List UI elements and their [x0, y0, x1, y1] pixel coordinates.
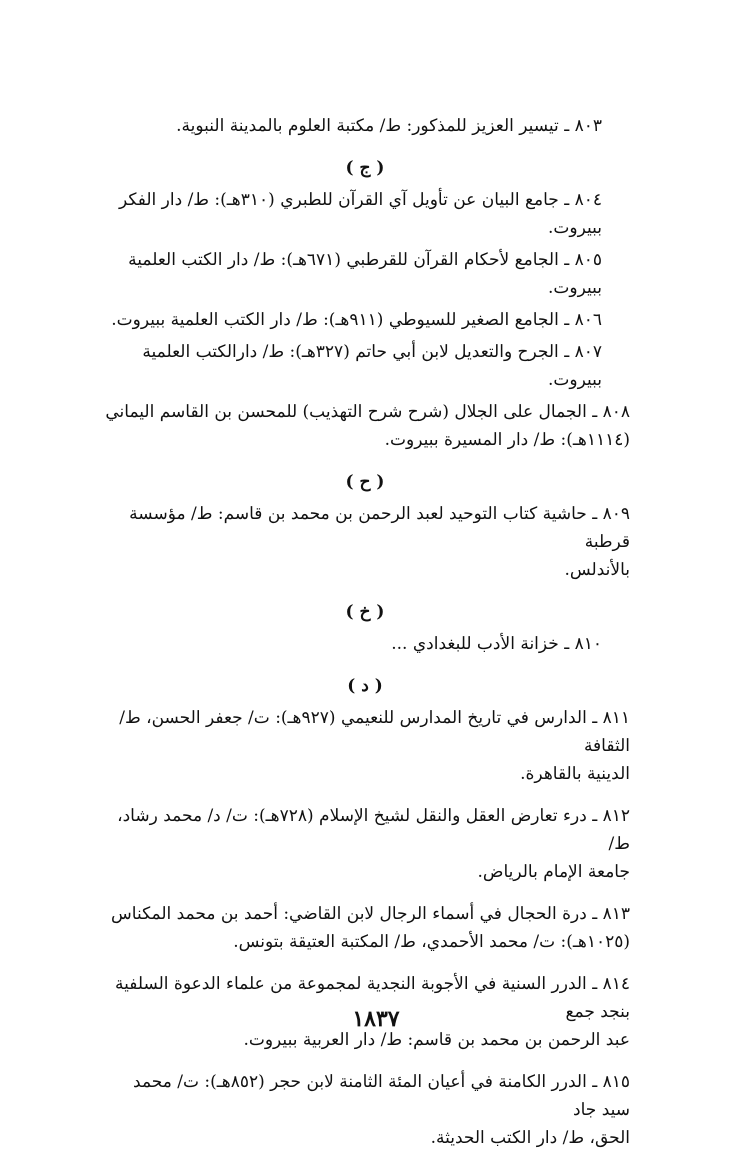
entry-text-line2: (١١١٤هـ): ط/ دار المسيرة ببيروت. — [384, 430, 630, 450]
entry-text: تيسير العزيز للمذكور: ط/ مكتبة العلوم بالمدينة النبوية. — [176, 116, 559, 136]
entry-text-line2: بالأندلس. — [564, 560, 630, 580]
entry-text-line2: الحق، ط/ دار الكتب الحديثة. — [430, 1128, 630, 1148]
section-heading: ( د ) — [347, 676, 383, 696]
entry-text-line1: الدرر السنية في الأجوبة النجدية لمجموعة من علماء الدعوة السلفية بنجد جمع — [114, 974, 630, 1022]
entry-number: ٨٠٧ — [574, 342, 602, 362]
section-heading: ( ح ) — [345, 472, 385, 492]
entry-text-line2: الدينية بالقاهرة. — [520, 764, 630, 784]
bibliography-entry: ٨٠٨ ـ الجمال على الجلال (شرح شرح التهذيب) للمحسن بن القاسم اليماني (١١١٤هـ): ط/ دار المسيرة ببيروت. — [100, 398, 630, 454]
entry-text-line2: جامعة الإمام بالرياض. — [477, 862, 630, 882]
bibliography-entry: ٨٠٥ ـ الجامع لأحكام القرآن للقرطبي (٦٧١هـ): ط/ دار الكتب العلمية ببيروت. — [128, 250, 602, 298]
entry-number: ٨١٤ — [602, 974, 630, 994]
entry-text-line1: الدارس في تاريخ المدارس للنعيمي (٩٢٧هـ): ت/ جعفر الحسن، ط/ الثقافة — [119, 708, 630, 756]
section-heading: ( خ ) — [345, 602, 385, 622]
entry-number: ٨٠٦ — [574, 310, 602, 330]
bibliography-entry: ٨١٥ ـ الدرر الكامنة في أعيان المئة الثامنة لابن حجر (٨٥٢هـ): ت/ محمد سيد جاد الحق، ط/ دار الكتب الحديثة. — [100, 1068, 630, 1152]
entry-text-line2: (١٠٢٥هـ): ت/ محمد الأحمدي، ط/ المكتبة العتيقة بتونس. — [233, 932, 630, 952]
entry-number: ٨١٥ — [602, 1072, 630, 1092]
entry-number: ٨٠٤ — [574, 190, 602, 210]
entry-number: ٨١١ — [602, 708, 630, 728]
bibliography-entry: ٨٠٦ ـ الجامع الصغير للسيوطي (٩١١هـ): ط/ دار الكتب العلمية ببيروت. — [111, 310, 602, 330]
bibliography-entry: ٨٠٧ ـ الجرح والتعديل لابن أبي حاتم (٣٢٧هـ): ط/ دارالكتب العلمية ببيروت. — [142, 342, 602, 390]
entry-number: ٨٠٨ — [602, 402, 630, 422]
bibliography-entry: ٨٠٤ ـ جامع البيان عن تأويل آي القرآن للطبري (٣١٠هـ): ط/ دار الفكر ببيروت. — [119, 190, 602, 238]
entry-text: جامع البيان عن تأويل آي القرآن للطبري (٣١٠هـ): ط/ دار الفكر ببيروت. — [119, 190, 602, 238]
page-number: ١٨٣٧ — [352, 1006, 400, 1032]
entry-number: ٨١٢ — [602, 806, 630, 826]
entry-number: ٨١٠ — [574, 634, 602, 654]
entry-text-line1: درء تعارض العقل والنقل لشيخ الإسلام (٧٢٨هـ): ت/ د/ محمد رشاد، ط/ — [117, 806, 630, 854]
bibliography-entry: ٨٠٩ ـ حاشية كتاب التوحيد لعبد الرحمن بن محمد بن قاسم: ط/ مؤسسة قرطبة بالأندلس. — [100, 500, 630, 584]
bibliography-entry: ٨١٢ ـ درء تعارض العقل والنقل لشيخ الإسلام (٧٢٨هـ): ت/ د/ محمد رشاد، ط/ جامعة الإمام بالرياض. — [100, 802, 630, 886]
entry-text: الجامع لأحكام القرآن للقرطبي (٦٧١هـ): ط/ دار الكتب العلمية ببيروت. — [128, 250, 602, 298]
entry-text-line1: حاشية كتاب التوحيد لعبد الرحمن بن محمد بن قاسم: ط/ مؤسسة قرطبة — [129, 504, 630, 552]
entry-text-line1: درة الحجال في أسماء الرجال لابن القاضي: أحمد بن محمد المكناس — [111, 904, 587, 924]
bibliography-list — [100, 112, 630, 1152]
bibliography-entry: ٨١٣ ـ درة الحجال في أسماء الرجال لابن القاضي: أحمد بن محمد المكناس (١٠٢٥هـ): ت/ محمد الأحمدي، ط/ المكتبة العتيقة بتونس. — [100, 900, 630, 956]
bibliography-entry: ٨٠٣ ـ تيسير العزيز للمذكور: ط/ مكتبة العلوم بالمدينة النبوية. — [176, 116, 602, 136]
entry-text-line1: الجمال على الجلال (شرح شرح التهذيب) للمحسن بن القاسم اليماني — [105, 402, 587, 422]
entry-text-line2: عبد الرحمن بن محمد بن قاسم: ط/ دار العربية ببيروت. — [243, 1030, 630, 1050]
entry-text: الجامع الصغير للسيوطي (٩١١هـ): ط/ دار الكتب العلمية ببيروت. — [111, 310, 559, 330]
entry-text: الجرح والتعديل لابن أبي حاتم (٣٢٧هـ): ط/ دارالكتب العلمية ببيروت. — [142, 342, 602, 390]
bibliography-entry: ٨١١ ـ الدارس في تاريخ المدارس للنعيمي (٩٢٧هـ): ت/ جعفر الحسن، ط/ الثقافة الدينية بالقاهرة. — [100, 704, 630, 788]
entry-text-line1: الدرر الكامنة في أعيان المئة الثامنة لابن حجر (٨٥٢هـ): ت/ محمد سيد جاد — [133, 1072, 630, 1120]
entry-number: ٨٠٩ — [602, 504, 630, 524]
entry-text: خزانة الأدب للبغدادي ... — [391, 634, 559, 654]
entry-number: ٨٠٣ — [574, 116, 602, 136]
section-heading: ( ج ) — [345, 158, 385, 178]
bibliography-entry: ٨١٤ ـ الدرر السنية في الأجوبة النجدية لمجموعة من علماء الدعوة السلفية بنجد جمع عبد الرحمن بن محمد بن قاسم: ط/ دار العربية ببيروت. — [100, 970, 630, 1054]
entry-number: ٨٠٥ — [574, 250, 602, 270]
entry-number: ٨١٣ — [602, 904, 630, 924]
bibliography-entry: ٨١٠ ـ خزانة الأدب للبغدادي ... — [391, 634, 602, 654]
